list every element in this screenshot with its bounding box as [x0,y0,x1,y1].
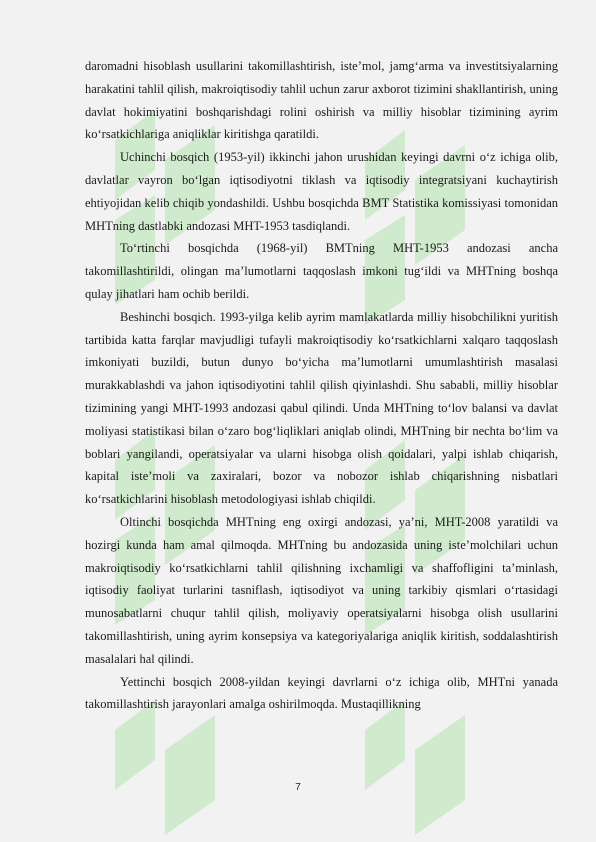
paragraph: Oltinchi bosqichda MHTning eng oxirgi andozasi, ya’ni, MHT-2008 yaratildi va hozirgi kunda ham amal qilmoqda. MHTning bu andozasida uning iste’molchilari uchun makroiqtisodiy ko‘rsatkichlarni tahlil qilishning ixchamligi va shaffofligini ta’minlash, iqtisodiy faoliyat turlarini tasniflash, iqtisodiyot va uning tarkibiy qismlari o‘rtasidagi munosabatlarni chuqur tahlil qilish, moliyaviy operatsiyalarni hisobga olish usullarini takomillashtirish, uning ayrim konsepsiya va kategoriyalariga aniqlik kiritish, soddalashtirish masalalari hal qilindi. [85,514,558,666]
paragraph: Beshinchi bosqich. 1993-yilga kelib ayrim mamlakatlarda milliy hisobchilikni yuritish tartibida katta farqlar mavjudligi tufayli makroiqtisodiy ko‘rsatkichlarni xalqaro taqqoslash imkoniyati buzildi, butun dunyo bo‘yicha ma’lumotlarni umumlashtirish masalasi murakkablashdi va jahon iqtisodiyotini tahlil qilish qiyinlashdi. Shu sababli, milliy hisoblar tizimining yangi MHT-1993 andozasi qabul qilindi. Unda MHTning to‘lov balansi va davlat moliyasi statistikasi bilan o‘zaro bog‘liqliklari aniqlab olindi, MHTning bir nechta bo‘lim va boblari yangilandi, operatsiyalar va ularni hisobga olish qoidalari, yalpi ishlab chiqarish, kapital iste’moli va zaxiralari, bozor va nobozor ishlab chiqarishning nisbatlari ko‘rsatkichlarini hisoblash metodologiyasi ishlab chiqildi. [85,309,558,507]
paragraph: Yettinchi bosqich 2008-yildan keyingi davrlarni o‘z ichiga olib, MHTni yanada takomillashtirish jarayonlari amalga oshirilmoqda. Mustaqillikning [85,674,558,712]
page-number: 7 [295,782,301,793]
paragraph: daromadni hisoblash usullarini takomillashtirish, iste’mol, jamg‘arma va investitsiyalarning harakatini tahlil qilish, makroiqtisodiy tahlil uchun zarur axborot tizimini shakllantirish, uning davlat hokimiyatini boshqarishdagi rolini oshirish va milliy hisoblar tizimining ayrim ko‘rsatkichlariga aniqliklar kiritishga qaratildi. [85,59,558,142]
paragraph: Uchinchi bosqich (1953-yil) ikkinchi jahon urushidan keyingi davrni o‘z ichiga olib, davlatlar vayron bo‘lgan iqtisodiyotni tiklash va iqtisodiy integratsiyani kuchaytirish ehtiyojidan kelib chiqib yondashildi. Ushbu bosqichda BMT Statistika komissiyasi tomonidan MHTning dastlabki andozasi MHT-1953 tasdiqlandi. [85,150,558,233]
body-text [85,55,558,716]
paragraph: To‘rtinchi bosqichda (1968-yil) BMTning MHT-1953 andozasi ancha takomillashtirildi, olingan ma’lumotlarni taqqoslash imkoni tug‘ildi va MHTning boshqa qulay jihatlari ham ochib berildi. [85,241,558,301]
